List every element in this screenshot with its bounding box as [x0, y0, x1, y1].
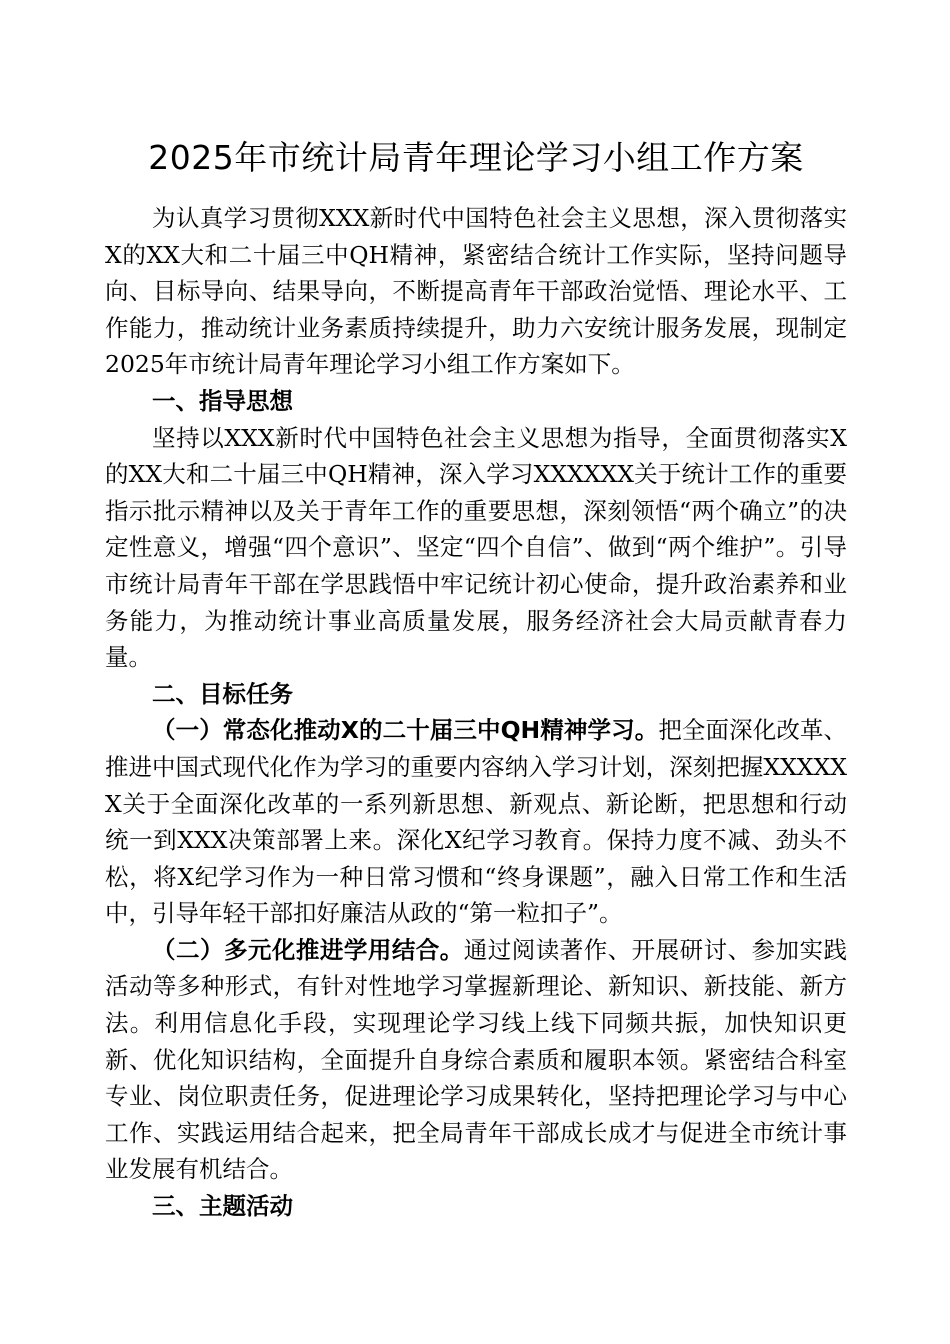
document-title: 2025年市统计局青年理论学习小组工作方案 [148, 138, 804, 177]
section-heading-guiding-ideology: 一、指导思想 [152, 386, 293, 415]
section-heading-goals-tasks: 二、目标任务 [152, 679, 293, 708]
section-heading-theme-activities: 三、主题活动 [152, 1192, 293, 1221]
guiding-ideology-paragraph: 坚持以XXX新时代中国特色社会主义思想为指导，全面贯彻落实X的XX大和二十届三中QH精神，深入学习XXXXXX关于统计工作的重要指示批示精神以及关于青年工作的重要思想，深刻领悟“两个确立”的决定性意义，增强“四个意识”、坚定“四个自信”、做到“两个维护”。引导市统计局青年干部在学思践悟中牢记统计初心使命，提升政治素养和业务能力，为推动统计事业高质量发展，服务经济社会大局贡献青春力量。 [105, 423, 847, 672]
goal-item-1 [105, 712, 847, 932]
goal-item-1-text: 把全面深化改革、推进中国式现代化作为学习的重要内容纳入学习计划，深刻把握XXXXXX关于全面深化改革的一系列新思想、新观点、新论断，把思想和行动统一到XXX决策部署上来。深化X纪学习教育。保持力度不减、劲头不松，将X纪学习作为一种日常习惯和“终身课题”，融入日常工作和生活中，引导年轻干部扣好廉洁从政的“第一粒扣子”。 [105, 716, 848, 928]
goal-item-2-lead: （二）多元化推进学用结合。 [152, 935, 464, 964]
goal-item-1-lead: （一）常态化推动X的二十届三中QH精神学习。 [152, 716, 659, 745]
document-page [105, 128, 847, 1225]
goal-item-2 [105, 932, 847, 1188]
goal-item-2-text: 通过阅读著作、开展研讨、参加实践活动等多种形式，有针对性地学习掌握新理论、新知识、新技能、新方法。利用信息化手段，实现理论学习线上线下同频共振，加快知识更新、优化知识结构，全面提升自身综合素质和履职本领。紧密结合科室专业、岗位职责任务，促进理论学习成果转化，坚持把理论学习与中心工作、实践运用结合起来，把全局青年干部成长成才与促进全市统计事业发展有机结合。 [105, 935, 848, 1184]
intro-paragraph: 为认真学习贯彻XXX新时代中国特色社会主义思想，深入贯彻落实X的XX大和二十届三中QH精神，紧密结合统计工作实际，坚持问题导向、目标导向、结果导向，不断提高青年干部政治觉悟、理论水平、工作能力，推动统计业务素质持续提升，助力六安统计服务发展，现制定2025年市统计局青年理论学习小组工作方案如下。 [105, 204, 847, 379]
